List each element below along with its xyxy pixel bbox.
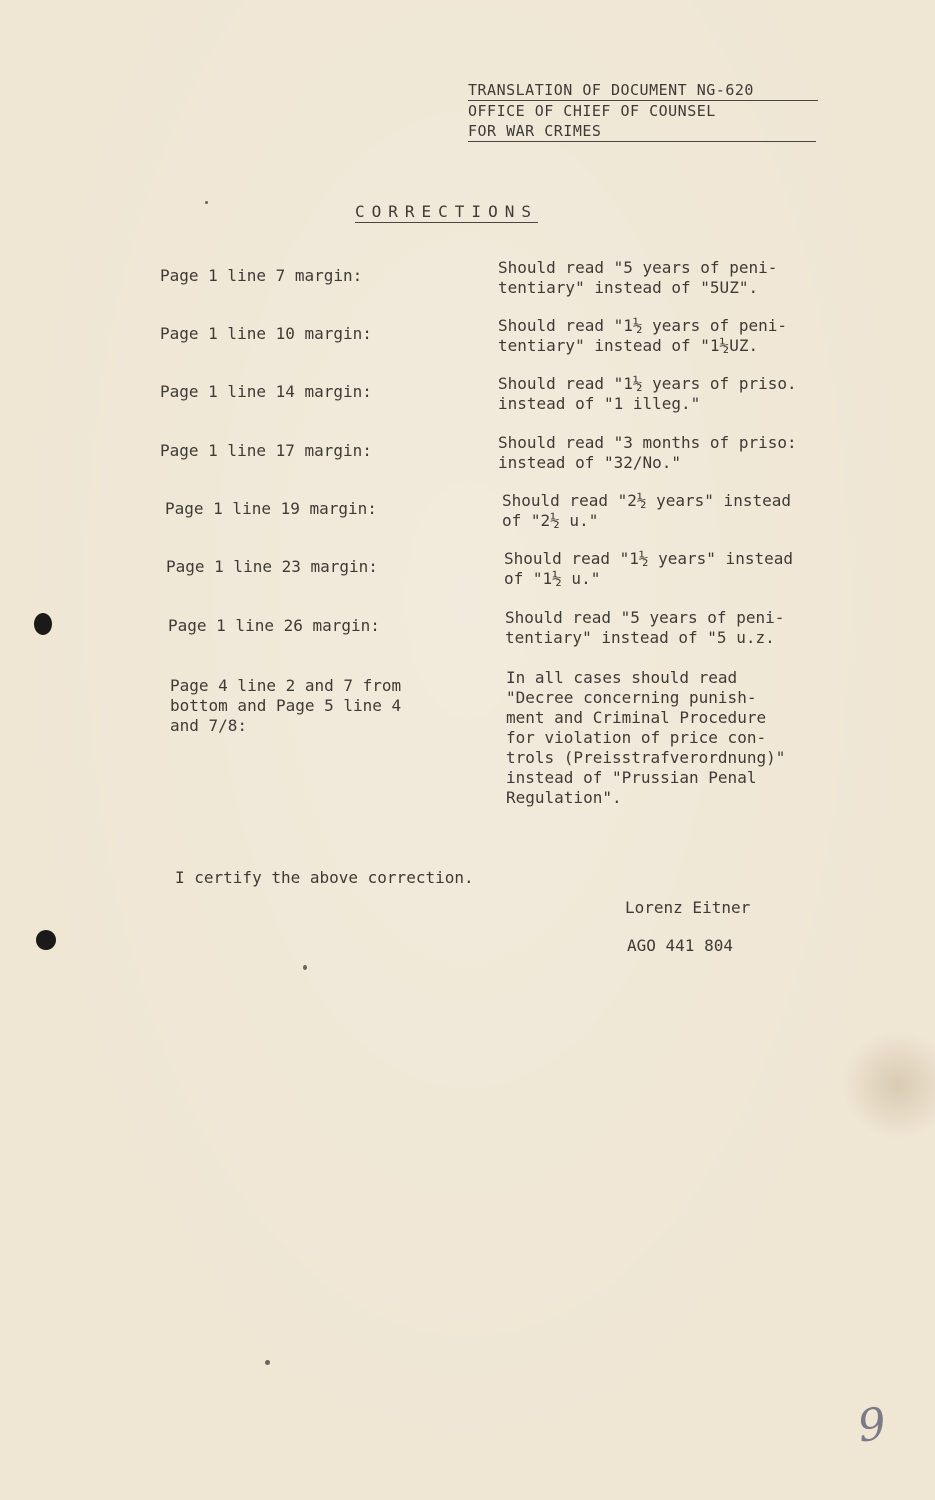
paper-speck (303, 965, 307, 970)
correction-location: Page 1 line 14 margin: (160, 382, 372, 401)
paper-stain (842, 1030, 935, 1140)
document-header (468, 80, 818, 142)
header-war-crimes-line: FOR WAR CRIMES (468, 121, 816, 142)
correction-text: In all cases should read "Decree concerning punish- ment and Criminal Procedure for violation of price con- trols (Preisstrafverordnung)" instead of "Prussian Penal Regulation". (506, 668, 786, 807)
correction-text: Should read "1½ years of priso. instead of "1 illeg." (498, 374, 797, 413)
correction-location: Page 1 line 7 margin: (160, 266, 363, 285)
header-office-line: OFFICE OF CHIEF OF COUNSEL (468, 102, 716, 120)
handwritten-page-number: 9 (854, 1398, 890, 1453)
correction-text: Should read "3 months of priso: instead of "32/No." (498, 433, 797, 472)
corrections-title: CORRECTIONS (355, 202, 538, 221)
signature-name: Lorenz Eitner (625, 898, 751, 917)
paper-speck (205, 201, 208, 204)
header-translation-line: TRANSLATION OF DOCUMENT NG-620 (468, 80, 818, 101)
correction-text: Should read "5 years of peni- tentiary" instead of "5 u.z. (505, 608, 785, 647)
correction-text: Should read "2½ years" instead of "2½ u." (502, 491, 791, 530)
correction-location: Page 1 line 26 margin: (168, 616, 380, 635)
signature-ago-number: AGO 441 804 (627, 936, 733, 955)
correction-location: Page 4 line 2 and 7 from bottom and Page 5 line 4 and 7/8: (170, 676, 402, 735)
correction-location: Page 1 line 23 margin: (166, 557, 378, 576)
correction-text: Should read "1½ years" instead of "1½ u." (504, 549, 793, 588)
correction-location: Page 1 line 10 margin: (160, 324, 372, 343)
certification-statement: I certify the above correction. (175, 868, 474, 887)
correction-text: Should read "5 years of peni- tentiary" instead of "5UZ". (498, 258, 778, 297)
correction-location: Page 1 line 17 margin: (160, 441, 372, 460)
correction-text: Should read "1½ years of peni- tentiary" instead of "1½UZ. (498, 316, 787, 355)
correction-location: Page 1 line 19 margin: (165, 499, 377, 518)
punch-hole-mark (34, 613, 52, 635)
paper-speck (265, 1360, 270, 1365)
punch-hole-mark (36, 930, 56, 950)
